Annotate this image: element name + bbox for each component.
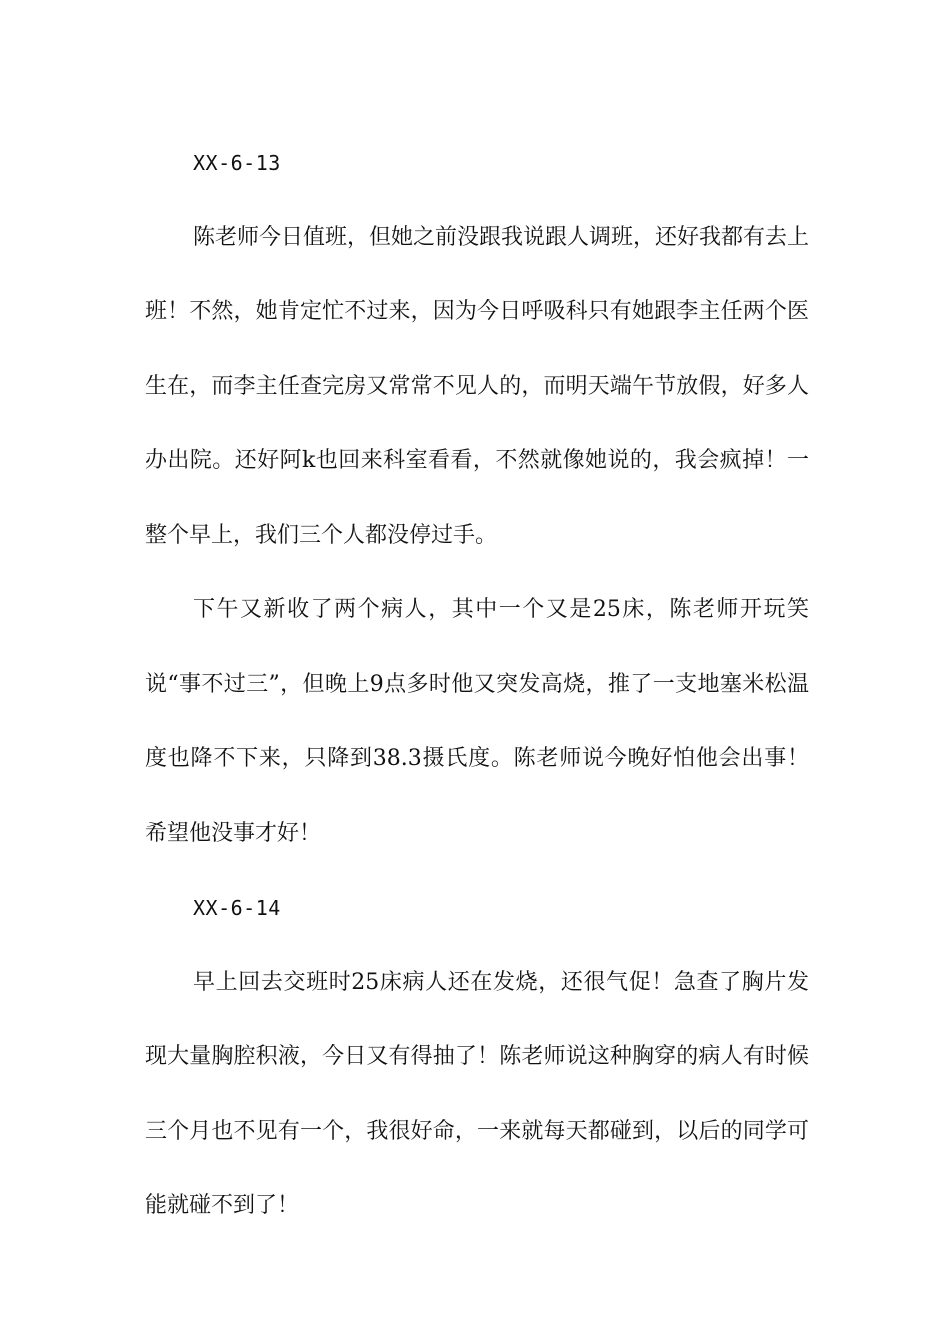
entry-date: XX-6-14: [193, 896, 281, 920]
diary-content: [145, 126, 809, 1244]
entry-paragraph: 陈老师今日值班，但她之前没跟我说跟人调班，还好我都有去上班！不然，她肯定忙不过来，因为今日呼吸科只有她跟李主任两个医生在，而李主任查完房又常常不见人的，而明天端午节放假，好多人办出院。还好阿k也回来科室看看，不然就像她说的，我会疯掉！一整个早上，我们三个人都没停过手。: [145, 224, 810, 548]
entry-paragraph: 早上回去交班时25床病人还在发烧，还很气促！急查了胸片发现大量胸腔积液，今日又有得抽了！陈老师说这种胸穿的病人有时候三个月也不见有一个，我很好命，一来就每天都碰到，以后的同学可能就碰不到了！: [145, 969, 809, 1218]
entry-paragraph: 下午又新收了两个病人，其中一个又是25床，陈老师开玩笑说“事不过三”，但晚上9点多时他又突发高烧，推了一支地塞米松温度也降不下来，只降到38.3摄氏度。陈老师说今晚好怕他会出事！希望他没事才好！: [145, 597, 809, 846]
entry-date: XX-6-13: [193, 151, 281, 175]
